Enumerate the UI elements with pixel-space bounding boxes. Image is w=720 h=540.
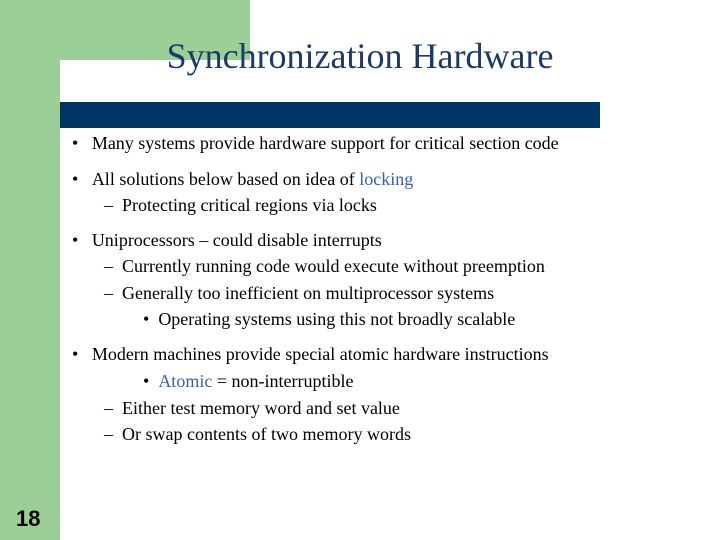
bullet-marker: •: [143, 371, 150, 391]
sub-bullet-text: Either test memory word and set value: [122, 398, 400, 418]
sub-bullet-text: Currently running code would execute without preemption: [122, 256, 545, 276]
dash-marker: –: [104, 283, 113, 303]
bullet-text: All solutions below based on idea of: [91, 169, 360, 189]
bullet-item: [72, 170, 413, 188]
sub-bullet-text: Protecting critical regions via locks: [122, 195, 377, 215]
dash-marker: –: [104, 195, 113, 215]
bullet-text: Modern machines provide special atomic hardware instructions: [91, 344, 549, 364]
sub-sub-bullet-item: [143, 310, 515, 328]
sub-bullet-item: [104, 284, 494, 302]
slide-number: 18: [16, 506, 41, 531]
dash-marker: –: [104, 398, 113, 418]
bullet-marker: •: [72, 344, 79, 364]
sub-bullet-text: Or swap contents of two memory words: [122, 424, 411, 444]
bullet-text: Uniprocessors – could disable interrupts: [91, 230, 382, 250]
bullet-marker: •: [72, 169, 79, 189]
dash-marker: –: [104, 256, 113, 276]
bullet-text: Many systems provide hardware support for critical section code: [91, 133, 559, 153]
bullet-marker: •: [72, 133, 79, 153]
sub-bullet-item: [104, 425, 411, 443]
bullet-item: [72, 231, 382, 249]
bullet-item: [72, 345, 549, 363]
highlight-term: Atomic: [158, 371, 213, 391]
highlight-term: locking: [359, 169, 414, 189]
slide-title: Synchronization Hardware: [166, 36, 554, 76]
sub-bullet-item: [104, 257, 545, 275]
bullet-marker: •: [72, 230, 79, 250]
sub-bullet-item: [104, 196, 377, 214]
sub-sub-bullet-text: = non-interruptible: [212, 371, 354, 391]
dash-marker: –: [104, 424, 113, 444]
sub-sub-bullet-item: [143, 372, 353, 390]
sub-bullet-text: Generally too inefficient on multiprocessor systems: [122, 283, 495, 303]
sub-sub-bullet-text: Operating systems using this not broadly scalable: [158, 309, 516, 329]
bullet-marker: •: [143, 309, 150, 329]
bullet-item: [72, 134, 559, 152]
sub-bullet-item: [104, 399, 400, 417]
